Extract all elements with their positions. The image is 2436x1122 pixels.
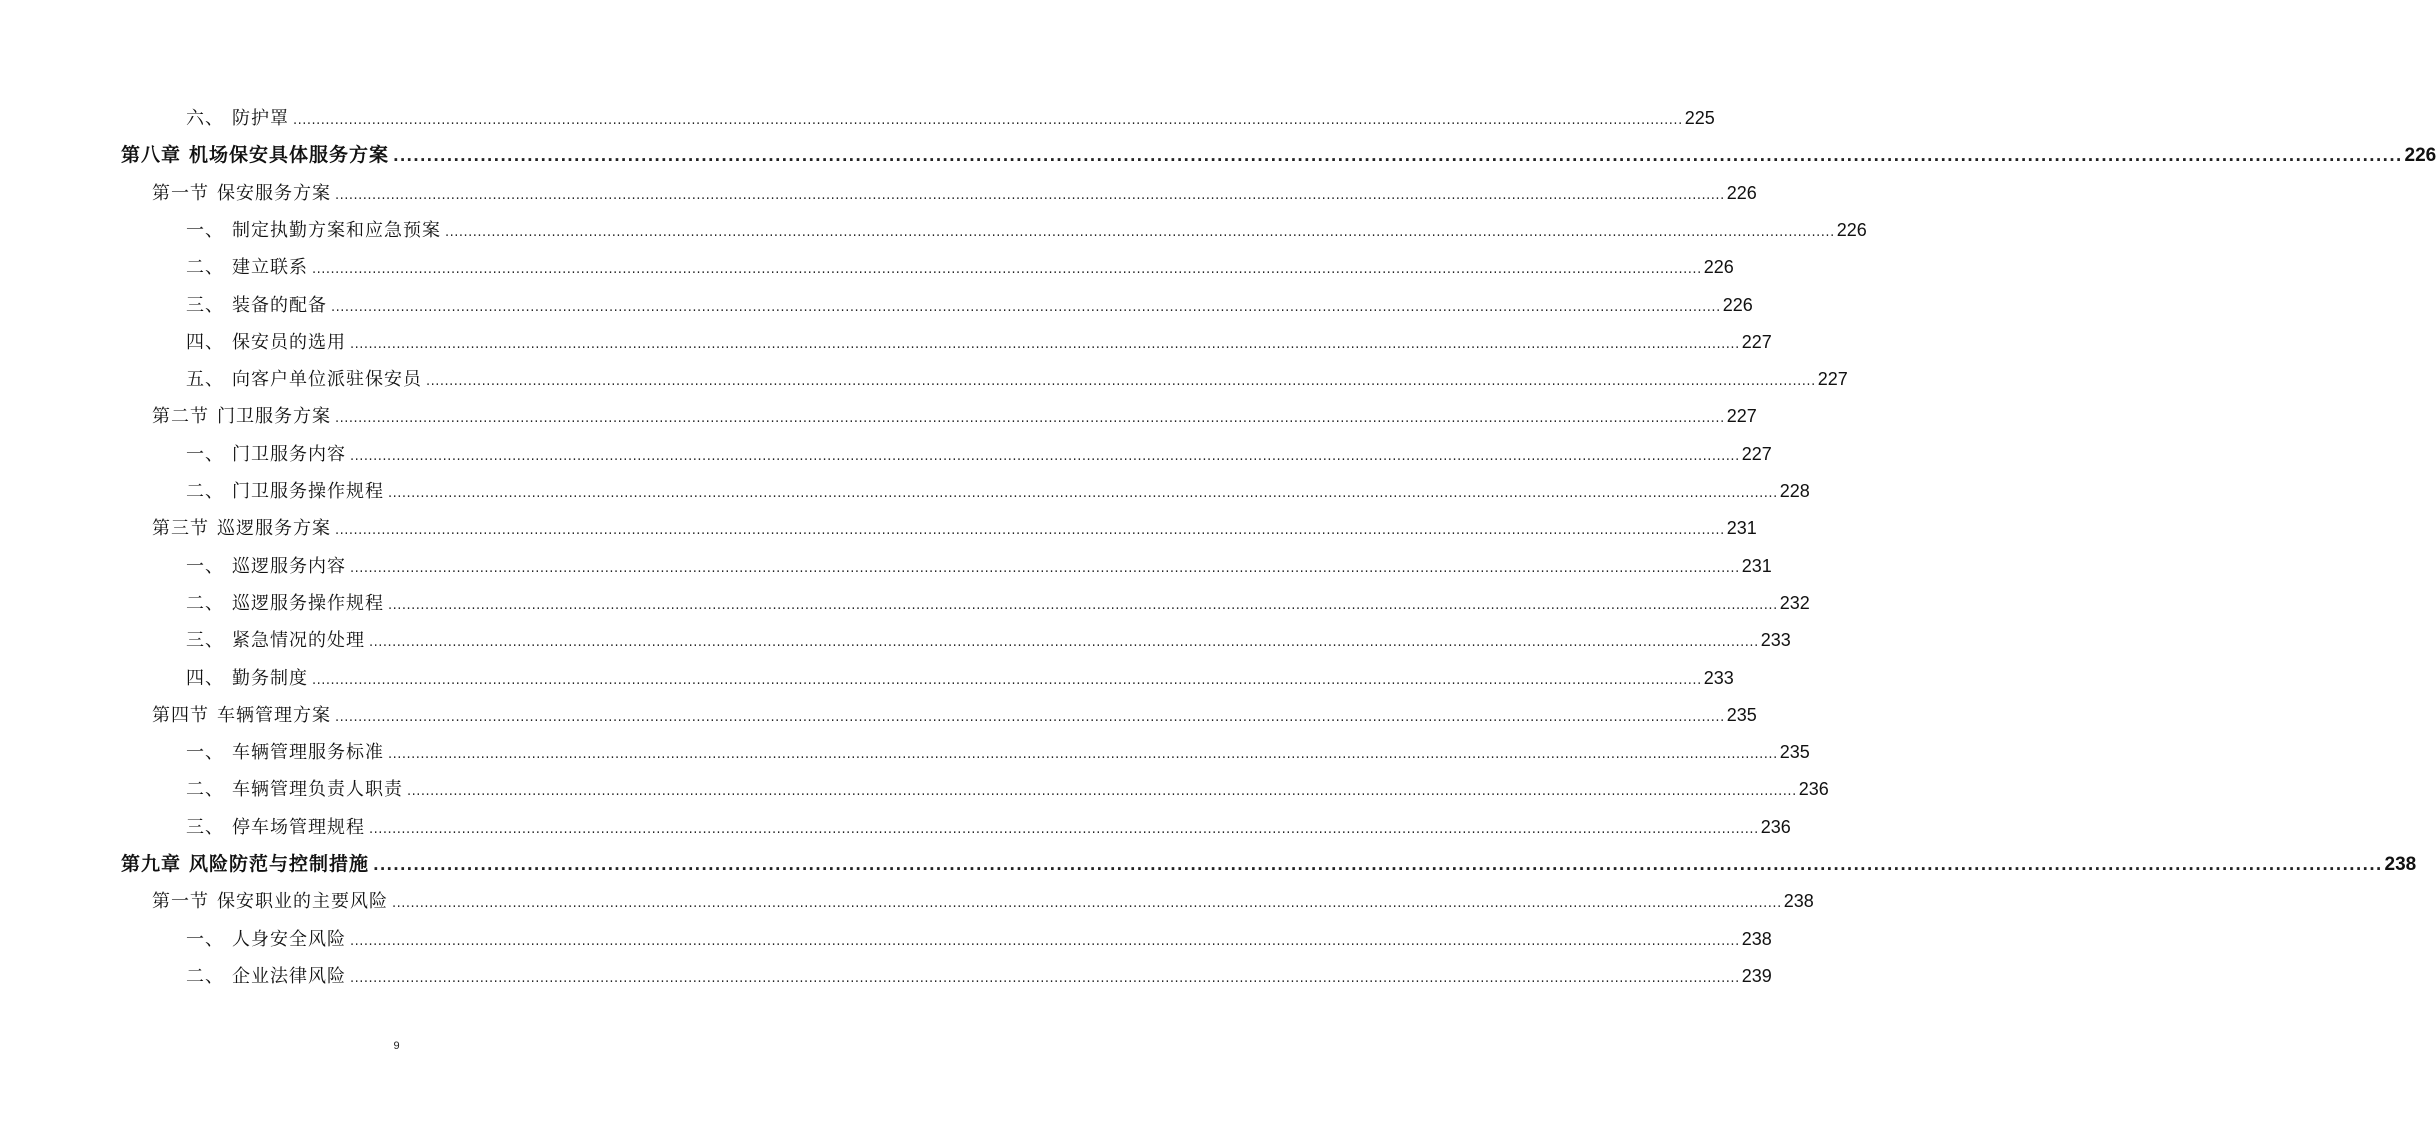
toc-entry-page: 226 <box>1726 182 1757 203</box>
toc-entry-label: 三、 <box>186 630 224 652</box>
toc-entry-label: 三、 <box>186 294 224 316</box>
toc-entry-label: 第四节 <box>152 704 209 726</box>
toc-entry-label: 第二节 <box>152 406 209 428</box>
toc-entry-title <box>186 809 365 846</box>
toc-entry-page: 227 <box>1817 369 1848 390</box>
toc-entry-page: 238 <box>1741 928 1772 949</box>
toc-entry-label: 二、 <box>186 257 224 279</box>
dot-leader: ............................................................................................................................................................................................................................................................................................................ <box>388 486 1778 501</box>
toc-entry-label: 一、 <box>186 219 224 241</box>
toc-entry-text: 人身安全风险 <box>232 928 346 950</box>
toc-entry[interactable] <box>0 212 1867 249</box>
toc-entry-label: 第一节 <box>152 891 209 913</box>
toc-entry[interactable] <box>0 287 1753 324</box>
toc-entry-title <box>186 585 384 622</box>
toc-entry[interactable] <box>0 398 1757 435</box>
dot-leader: ............................................................................................................................................................................................................................................................................................................ <box>373 856 2383 874</box>
toc-entry-label: 一、 <box>186 555 224 577</box>
toc-entry[interactable] <box>0 100 1715 137</box>
dot-leader: ............................................................................................................................................................................................................................................................................................................ <box>335 187 1725 203</box>
toc-entry-title <box>186 958 346 995</box>
toc-entry-label: 五、 <box>186 369 224 391</box>
toc-entry-text: 车辆管理负责人职责 <box>232 779 403 801</box>
toc-entry-text: 巡逻服务内容 <box>232 555 346 577</box>
toc-entry-page: 239 <box>1741 965 1772 986</box>
toc-entry-page: 236 <box>1760 816 1791 837</box>
toc-entry-title <box>121 137 389 174</box>
toc-entry-title <box>186 921 346 958</box>
toc-entry-page: 236 <box>1798 779 1829 800</box>
toc-entry-title <box>186 771 403 808</box>
dot-leader: ............................................................................................................................................................................................................................................................................................................ <box>445 224 1835 240</box>
toc-entry-text: 保安员的选用 <box>232 331 346 353</box>
dot-leader: ............................................................................................................................................................................................................................................................................................................ <box>369 635 1759 651</box>
toc-entry-page: 225 <box>1684 108 1715 128</box>
toc-entry-label: 第三节 <box>152 518 209 540</box>
toc-entry[interactable] <box>0 137 2436 174</box>
dot-leader: ............................................................................................................................................................................................................................................................................................................ <box>335 523 1725 539</box>
dot-leader: ............................................................................................................................................................................................................................................................................................................ <box>388 747 1778 763</box>
toc-entry-label: 第九章 <box>121 853 182 875</box>
toc-entry-title <box>186 212 441 249</box>
toc-entry-page: 226 <box>1836 219 1867 240</box>
toc-entry-page: 235 <box>1726 704 1757 725</box>
toc-entry[interactable] <box>0 585 1810 622</box>
dot-leader: ............................................................................................................................................................................................................................................................................................................ <box>350 933 1740 949</box>
toc-entry-text: 防护罩 <box>232 108 289 129</box>
dot-leader: ............................................................................................................................................................................................................................................................................................................ <box>312 262 1702 278</box>
toc-entry-label: 一、 <box>186 443 224 465</box>
dot-leader: ............................................................................................................................................................................................................................................................................................................ <box>350 560 1740 576</box>
toc-entry-title <box>186 660 308 697</box>
dot-leader: ............................................................................................................................................................................................................................................................................................................ <box>312 672 1702 688</box>
dot-leader: ............................................................................................................................................................................................................................................................................................................ <box>350 336 1740 352</box>
toc-entry-title <box>152 510 331 547</box>
toc-entry-text: 保安职业的主要风险 <box>217 891 388 913</box>
page-number: 9 <box>393 1040 400 1052</box>
toc-entry-label: 二、 <box>186 965 224 987</box>
toc-entry[interactable] <box>0 958 1772 995</box>
toc-entry-text: 向客户单位派驻保安员 <box>232 369 422 391</box>
toc-entry-label: 二、 <box>186 592 224 614</box>
toc-entry-page: 228 <box>1779 481 1810 501</box>
toc-entry-label: 四、 <box>186 331 224 353</box>
toc-entry-text: 勤务制度 <box>232 667 308 689</box>
toc-entry-page: 227 <box>1726 406 1757 427</box>
toc-entry-text: 车辆管理方案 <box>217 704 331 726</box>
dot-leader: ............................................................................................................................................................................................................................................................................................................ <box>350 970 1740 986</box>
toc-entry-text: 风险防范与控制措施 <box>189 853 370 875</box>
toc-entry-text: 门卫服务方案 <box>217 406 331 428</box>
dot-leader: ............................................................................................................................................................................................................................................................................................................ <box>392 896 1782 912</box>
toc-entry-text: 停车场管理规程 <box>232 816 365 838</box>
toc-entry[interactable] <box>0 249 1734 286</box>
toc-entry[interactable] <box>0 921 1772 958</box>
toc-entry-title <box>186 436 346 473</box>
dot-leader: ............................................................................................................................................................................................................................................................................................................ <box>350 448 1740 464</box>
dot-leader: ............................................................................................................................................................................................................................................................................................................ <box>393 147 2403 166</box>
dot-leader: ............................................................................................................................................................................................................................................................................................................ <box>335 411 1725 427</box>
toc-entry-title <box>186 249 308 286</box>
toc-entry[interactable] <box>0 697 1757 734</box>
toc-entry[interactable] <box>0 324 1772 361</box>
toc-entry-label: 二、 <box>186 481 224 502</box>
toc-entry-title <box>186 324 346 361</box>
toc-entry[interactable] <box>0 660 1734 697</box>
toc-entry-title <box>121 846 369 883</box>
toc-entry-text: 机场保安具体服务方案 <box>189 144 390 167</box>
toc-entry-page: 227 <box>1741 443 1772 464</box>
toc-entry-title <box>186 548 346 585</box>
toc-entry-page: 238 <box>1783 891 1814 912</box>
toc-entry-text: 建立联系 <box>232 257 308 279</box>
toc-entry-label: 一、 <box>186 742 224 764</box>
toc-entry-page: 231 <box>1726 518 1757 539</box>
toc-entry-title <box>186 734 384 771</box>
toc-entry[interactable] <box>0 436 1772 473</box>
dot-leader: ............................................................................................................................................................................................................................................................................................................ <box>369 821 1759 837</box>
toc-entry[interactable] <box>0 548 1772 585</box>
toc-entry-text: 制定执勤方案和应急预案 <box>232 219 441 241</box>
toc-entry-title <box>186 622 365 659</box>
toc-entry-text: 装备的配备 <box>232 294 327 316</box>
toc-entry[interactable] <box>0 473 1810 510</box>
toc-entry-label: 第一节 <box>152 182 209 204</box>
toc-entry[interactable] <box>0 510 1757 547</box>
toc-entry-text: 企业法律风险 <box>232 965 346 987</box>
dot-leader: ............................................................................................................................................................................................................................................................................................................ <box>426 374 1816 390</box>
toc-entry-page: 231 <box>1741 555 1772 576</box>
dot-leader: ............................................................................................................................................................................................................................................................................................................ <box>293 113 1683 128</box>
dot-leader: ............................................................................................................................................................................................................................................................................................................ <box>331 299 1721 315</box>
toc-entry[interactable] <box>0 846 2417 883</box>
toc-entry-title <box>152 398 331 435</box>
toc-entry-label: 三、 <box>186 816 224 838</box>
toc-entry-title <box>152 175 331 212</box>
toc-entry-page: 226 <box>1722 294 1753 315</box>
toc-entry-title <box>186 100 289 137</box>
toc-entry-page: 232 <box>1779 592 1810 613</box>
toc-entry-page: 226 <box>2404 145 2436 167</box>
toc-entry-page: 238 <box>2384 854 2417 875</box>
toc-entry-title <box>186 361 422 398</box>
toc-entry-text: 门卫服务操作规程 <box>232 481 384 502</box>
toc-entry[interactable] <box>0 361 1848 398</box>
toc-entry-text: 门卫服务内容 <box>232 443 346 465</box>
toc-entry-text: 车辆管理服务标准 <box>232 742 384 764</box>
toc-entry-label: 第八章 <box>121 144 182 167</box>
dot-leader: ............................................................................................................................................................................................................................................................................................................ <box>388 597 1778 613</box>
toc-entry-page: 235 <box>1779 742 1810 763</box>
toc-entry-label: 六、 <box>186 108 224 129</box>
toc-entry[interactable] <box>0 734 1810 771</box>
toc-entry-label: 二、 <box>186 779 224 801</box>
toc-entry-text: 巡逻服务方案 <box>217 518 331 540</box>
toc-entry-text: 保安服务方案 <box>217 182 331 204</box>
toc-entry[interactable] <box>0 771 1829 808</box>
dot-leader: ............................................................................................................................................................................................................................................................................................................ <box>407 784 1797 800</box>
toc-entry-page: 233 <box>1760 630 1791 651</box>
toc-entry-page: 233 <box>1703 667 1734 688</box>
toc-entry[interactable] <box>0 809 1791 846</box>
toc-entry-title <box>152 883 388 920</box>
dot-leader: ............................................................................................................................................................................................................................................................................................................ <box>335 709 1725 725</box>
toc-entry-text: 紧急情况的处理 <box>232 630 365 652</box>
toc-entry[interactable] <box>0 883 1814 920</box>
toc-entry-title <box>152 697 331 734</box>
toc-entry[interactable] <box>0 175 1757 212</box>
toc-entry-page: 227 <box>1741 331 1772 352</box>
toc-entry-title <box>186 287 327 324</box>
toc-entry-title <box>186 473 384 510</box>
toc-entry-label: 一、 <box>186 928 224 950</box>
toc-entry-label: 四、 <box>186 667 224 689</box>
toc-entry-page: 226 <box>1703 257 1734 278</box>
toc-entry[interactable] <box>0 622 1791 659</box>
toc-entry-text: 巡逻服务操作规程 <box>232 592 384 614</box>
